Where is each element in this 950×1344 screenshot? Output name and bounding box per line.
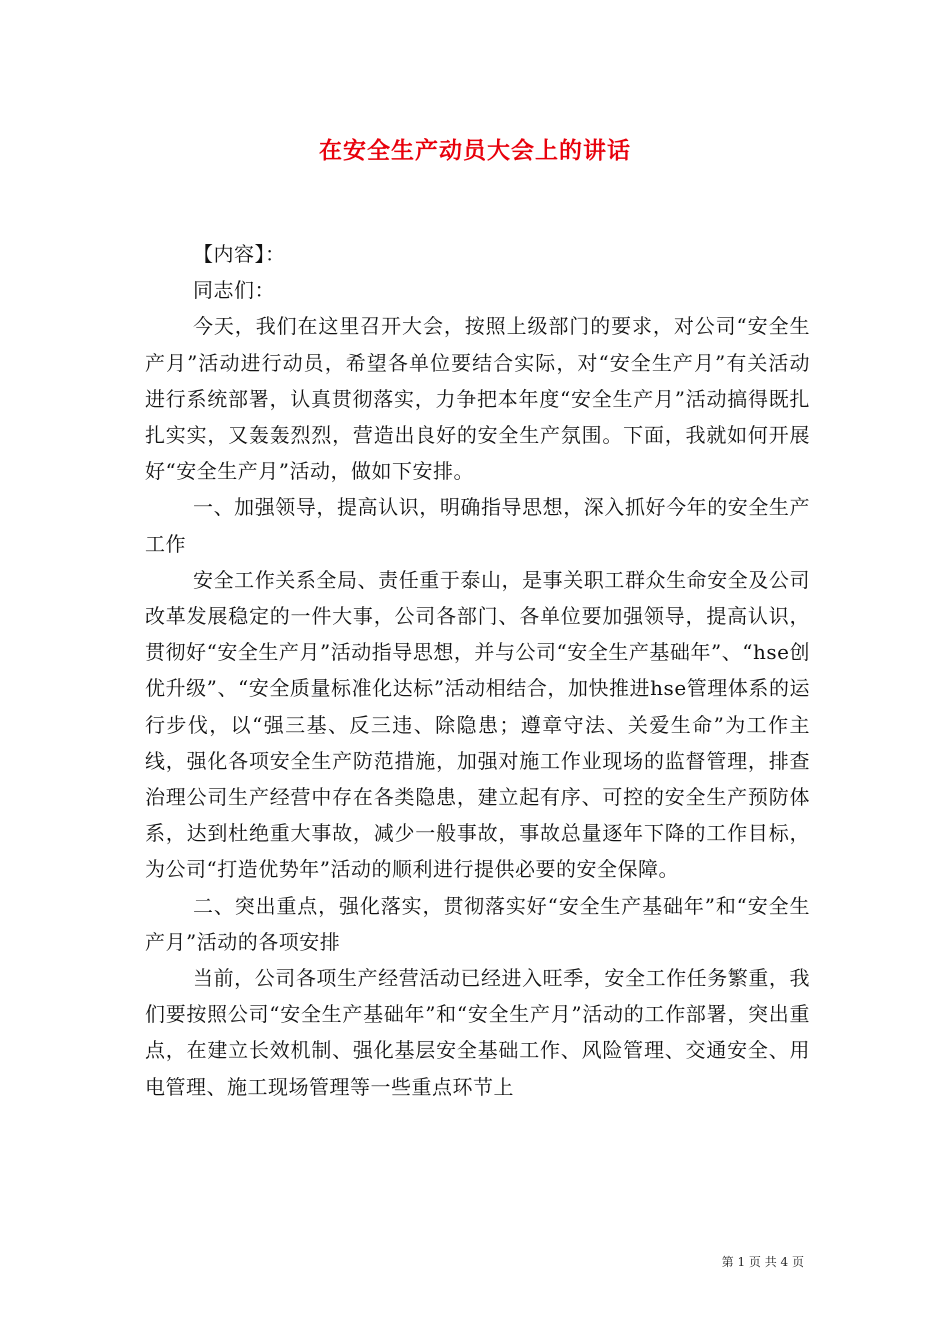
page-number-footer: 第 1 页 共 4 页 bbox=[721, 1255, 804, 1269]
document-title: 在安全生产动员大会上的讲话 bbox=[319, 137, 631, 164]
section-heading-1: 一、加强领导，提高认识，明确指导思想，深入抓好今年的安全生产工作 bbox=[145, 495, 810, 556]
paragraph-salutation: 同志们： bbox=[193, 278, 275, 303]
paragraph-section-2: 当前，公司各项生产经营活动已经进入旺季，安全工作任务繁重，我们要按照公司“安全生产基础年”和“安全生产月”活动的工作部署，突出重点，在建立长效机制、强化基层安全基础工作、风险管理、交通安全、用电管理、施工现场管理等一些重点环节上 bbox=[145, 966, 810, 1099]
paragraph-section-1: 安全工作关系全局、责任重于泰山，是事关职工群众生命安全及公司改革发展稳定的一件大事，公司各部门、各单位要加强领导，提高认识，贯彻好“安全生产月”活动指导思想，并与公司“安全生产基础年”、“hse创优升级”、“安全质量标准化达标”活动相结合，加快推进hse管理体系的运行步伐，以“强三基、反三违、除隐患；遵章守法、关爱生命”为工作主线，强化各项安全生产防范措施，加强对施工作业现场的监督管理，排查治理公司生产经营中存在各类隐患，建立起有序、可控的安全生产预防体系，达到杜绝重大事故，减少一般事故，事故总量逐年下降的工作目标，为公司“打造优势年”活动的顺利进行提供必要的安全保障。 bbox=[145, 567, 810, 882]
section-heading-2: 二、突出重点，强化落实，贯彻落实好“安全生产基础年”和“安全生产月”活动的各项安排 bbox=[145, 893, 810, 954]
paragraph-intro: 今天，我们在这里召开大会，按照上级部门的要求，对公司“安全生产月”活动进行动员，希望各单位要结合实际，对“安全生产月”有关活动进行系统部署，认真贯彻落实，力争把本年度“安全生产月”活动搞得既扎扎实实，又轰轰烈烈，营造出良好的安全生产氛围。下面，我就如何开展好“安全生产月”活动，做如下安排。 bbox=[145, 314, 810, 484]
document-body bbox=[145, 236, 810, 1105]
paragraph-content-label: 【内容】： bbox=[193, 242, 286, 266]
